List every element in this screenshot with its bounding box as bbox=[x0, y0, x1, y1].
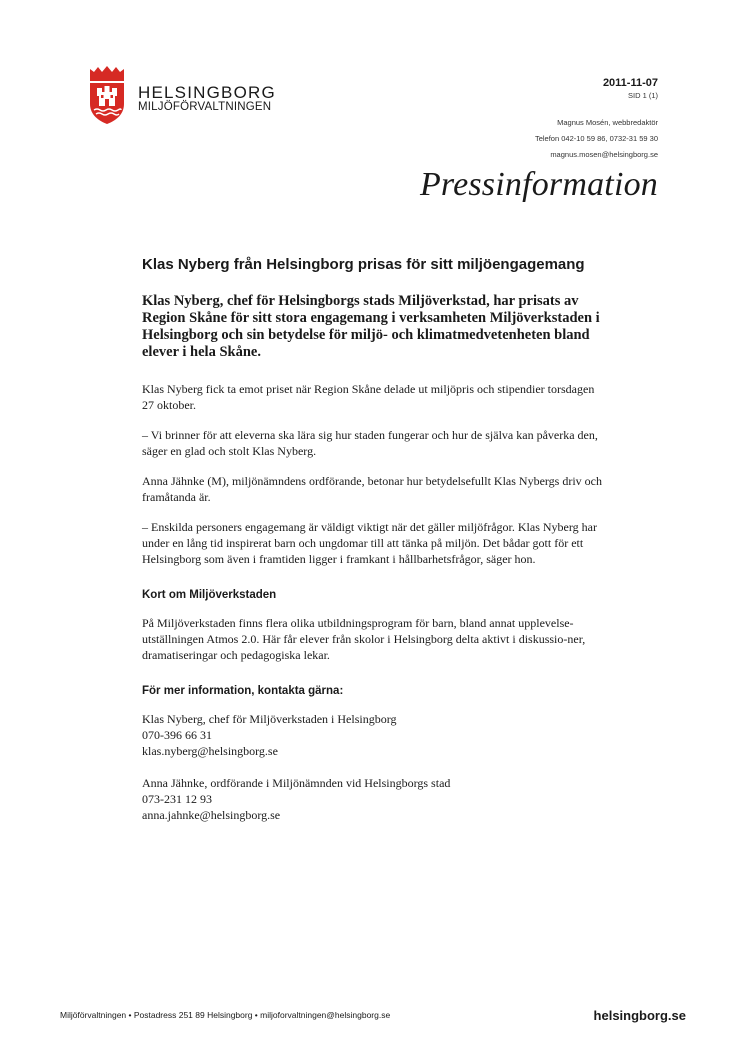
contact-block bbox=[142, 711, 608, 759]
page-number: SID 1 (1) bbox=[627, 91, 658, 100]
contact-person-name: Anna Jähnke, ordförande i Miljönämnden vid Helsingborgs stad bbox=[142, 776, 451, 790]
org-department: MILJÖFÖRVALTNINGEN bbox=[138, 101, 272, 113]
contact-email: magnus.mosen@helsingborg.se bbox=[550, 150, 658, 159]
footer-website-link[interactable]: helsingborg.se bbox=[593, 1008, 686, 1023]
article-headline: Klas Nyberg från Helsingborg prisas för sitt miljöengagemang bbox=[142, 256, 585, 273]
section-heading: Kort om Miljöverkstaden bbox=[142, 589, 277, 601]
contact-person-phone: 073-231 12 93 bbox=[142, 792, 212, 806]
article-paragraph: Klas Nyberg fick ta emot priset när Region Skåne delade ut miljöpris och stipendier torsdagen 27 oktober. bbox=[142, 382, 595, 412]
contact-phone: Telefon 042-10 59 86, 0732-31 59 30 bbox=[534, 134, 658, 143]
article-paragraph: – Vi brinner för att eleverna ska lära sig hur staden fungerar och hur de själva kan påverka den, säger en glad och stolt Klas Nyberg. bbox=[142, 428, 598, 458]
article-paragraph: – Enskilda personers engagemang är väldigt viktigt när det gäller miljöfrågor. Klas Nyberg har under en lång tid inspirerat barn och ungdomar till att tänka på miljön. Det bådar gott för ett Helsingborg som även i framtiden ligger i framkant i hållbarhetsfrågor, säger hon. bbox=[142, 520, 597, 566]
contact-person-email[interactable]: klas.nyberg@helsingborg.se bbox=[142, 744, 278, 758]
contact-person-email[interactable]: anna.jahnke@helsingborg.se bbox=[142, 808, 281, 822]
contact-name: Magnus Mosén, webbredaktör bbox=[557, 118, 658, 127]
article-body bbox=[142, 256, 608, 839]
contact-heading: För mer information, kontakta gärna: bbox=[142, 685, 344, 697]
city-coat-of-arms-logo bbox=[88, 66, 126, 124]
org-name: HELSINGBORG bbox=[138, 83, 276, 102]
section-paragraph: På Miljöverkstaden finns flera olika utbildningsprogram för barn, bland annat upplevelse-utställningen Atmos 2.0. Här får elever från skolor i Helsingborg delta aktivt i diskussio-ner, dramatiseringar och pedagogiska lekar. bbox=[142, 616, 586, 662]
contact-person-phone: 070-396 66 31 bbox=[142, 728, 212, 742]
contact-person-name: Klas Nyberg, chef för Miljöverkstaden i Helsingborg bbox=[142, 712, 397, 726]
contact-block bbox=[142, 775, 608, 823]
document-meta bbox=[535, 76, 658, 163]
document-type-title: Pressinformation bbox=[419, 166, 658, 203]
article-lead: Klas Nyberg, chef för Helsingborgs stads Miljöverkstad, har prisats av Region Skåne för sitt stora engagemang i verksamheten Miljöverkstaden i Helsingborg och sin betydelse för miljö- och klimatmedvetenheten bland elever i hela Skåne. bbox=[142, 293, 600, 360]
footer-address: Miljöförvaltningen • Postadress 251 89 Helsingborg • miljoforvaltningen@helsingborg.se bbox=[60, 1010, 391, 1020]
document-date: 2011-11-07 bbox=[602, 77, 658, 89]
article-paragraph: Anna Jähnke (M), miljönämndens ordförande, betonar hur betydelsefullt Klas Nybergs driv och framåtanda är. bbox=[142, 474, 602, 504]
